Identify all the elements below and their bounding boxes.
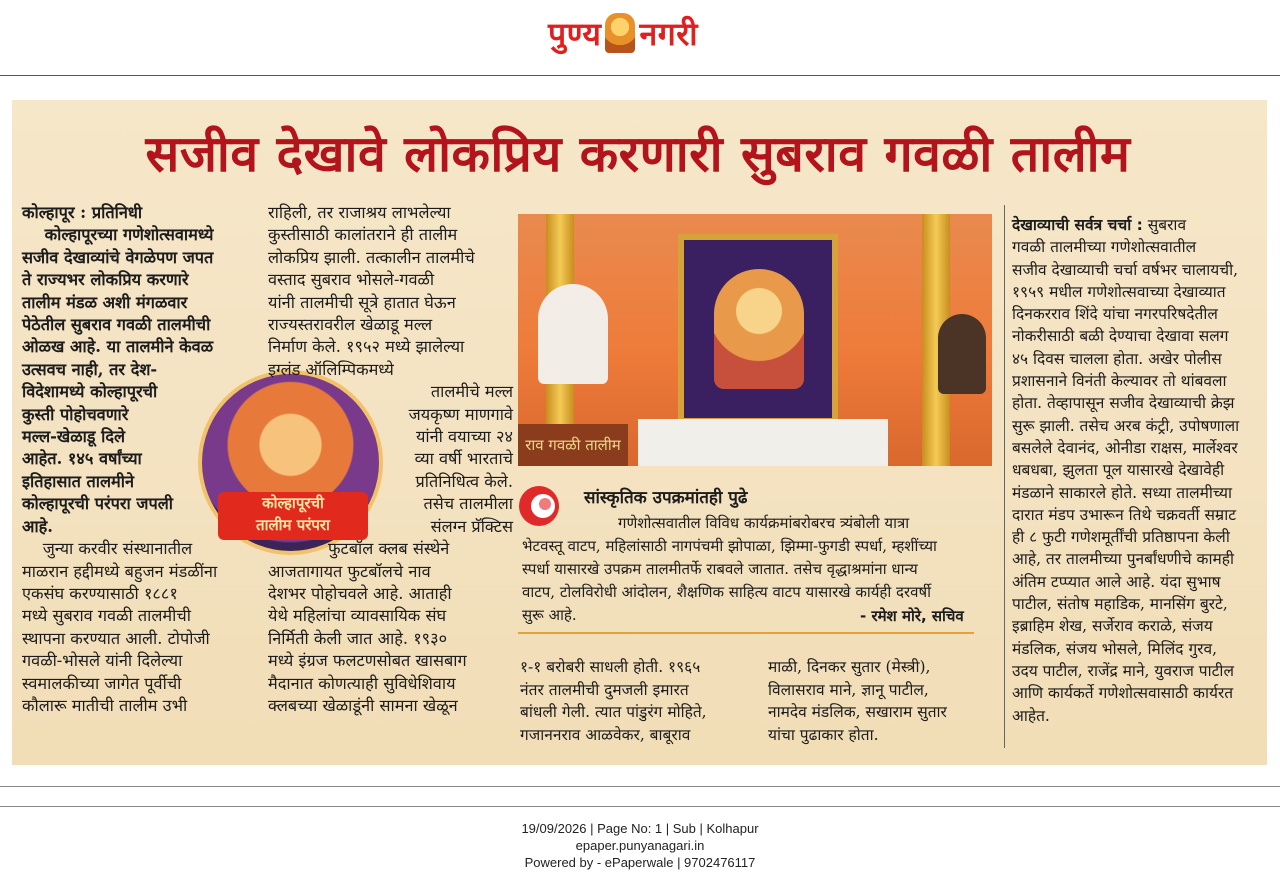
article-line: प्रतिनिधित्व केले. <box>415 471 513 491</box>
article-line: मध्ये इंग्रज फलटणसोबत खासबाग <box>268 651 467 671</box>
article-line: क्लबच्या खेळाडूंनी सामना खेळून <box>268 695 458 715</box>
article-line: १९५९ मधील गणेशोत्सवाच्या देखाव्यात <box>1012 282 1226 301</box>
article-line: माळी, दिनकर सुतार (मेस्त्री), <box>768 658 931 676</box>
article-line: लोकप्रिय झाली. तत्कालीन तालमीचे <box>268 247 475 267</box>
article-column-4 <box>768 656 978 746</box>
masthead <box>0 0 1280 72</box>
article-line: नामदेव मंडलिक, सखाराम सुतार <box>768 703 947 721</box>
article-line: ४५ दिवस चालला होता. अखेर पोलीस <box>1012 349 1222 368</box>
article-line: गवळी-भोसले यांनी दिलेल्या <box>22 651 183 671</box>
article-line: कौलारू मातीची तालीम उभी <box>22 695 188 715</box>
article-line: तसेच तालमीला <box>423 494 513 514</box>
article-line: इब्राहिम शेख, सर्जेराव कराळे, संजय <box>1012 617 1213 636</box>
article-line: सजीव देखाव्याची चर्चा वर्षभर चालायची, <box>1012 260 1239 279</box>
photo-ganesh-idol <box>714 269 804 389</box>
article-line: निर्मिती केली जात आहे. १९३० <box>268 628 448 648</box>
article-line: तालीम मंडळ अशी मंगळवार <box>22 292 188 312</box>
article-line: येथे महिलांचा व्यावसायिक संघ <box>268 606 447 626</box>
article-column-right <box>1012 214 1262 727</box>
article-line: पेठेतील सुबराव गवळी तालमीची <box>22 315 211 335</box>
photo-dark-bust <box>938 314 986 394</box>
logo-right-text: नगरी <box>639 14 699 53</box>
article-column-2 <box>268 202 513 717</box>
subsection-title: सांस्कृतिक उपक्रमांतही पुढे <box>584 488 748 508</box>
photo-white-bust <box>538 284 608 384</box>
logo-left-text: पुण्य <box>548 14 602 53</box>
article-line: गजाननराव आळवेकर, बाबूराव <box>520 725 691 744</box>
article-line: उदय पाटील, राजेंद्र माने, युवराज पाटील <box>1012 661 1234 680</box>
article-line: नंतर तालमीची दुमजली इमारत <box>520 680 689 699</box>
article-line: आहे, तर तालमीच्या पुनर्बांधणीचे कामही <box>1012 550 1234 569</box>
article-line: विलासराव माने, ज्ञानू पाटील, <box>768 680 929 699</box>
article-line: यांनी वयाच्या २४ <box>415 427 513 447</box>
article-line: संलग्न प्रॅक्टिस <box>430 516 513 536</box>
article-line: निर्माण केले. १९५२ मध्ये झालेल्या <box>268 337 465 357</box>
article-line: विदेशामध्ये कोल्हापूरची <box>22 382 158 402</box>
article-line: फुटबॉल क्लब संस्थेने <box>328 539 450 559</box>
article-line: कुस्तीसाठी कालांतराने ही तालीम <box>268 225 458 245</box>
article-line: जयकृष्ण माणगावे <box>408 404 513 424</box>
article-line: आहेत. १४५ वर्षांच्या <box>22 449 142 469</box>
article-line: मंडळाने साकारले होते. सध्या तालमीच्या <box>1012 483 1233 502</box>
subsection-line: स्पर्धा यासारखे उपक्रम तालमीतर्फे राबवले जातात. तसेच वृद्धाश्रमांना धान्य <box>522 560 918 578</box>
article-line: राज्यस्तरावरील खेळाडू मल्ल <box>268 315 433 335</box>
article-column-3 <box>520 656 760 746</box>
article-line: यांनी तालमीची सूत्रे हातात घेऊन <box>268 292 456 312</box>
badge-line-1: कोल्हापूरची <box>262 494 324 512</box>
subsection-line: सुरू आहे. <box>522 606 577 624</box>
article-line: स्थापना करण्यात आली. टोपोजी <box>22 628 210 648</box>
article-line: इग्लंड ऑलिम्पिकमध्ये <box>268 359 394 379</box>
article-line: वस्ताद सुबराव भोसले-गवळी <box>268 270 435 290</box>
article-line: इतिहासात तालमीने <box>22 471 135 491</box>
article-line: माळरान हद्दीमध्ये बहुजन मंडळींना <box>22 561 218 581</box>
article-line: बसलेले देवानंद, ओनीडा राक्षस, मार्लेश्वर <box>1012 438 1238 457</box>
article-line: बांधली गेली. त्यात पांडुरंग मोहिते, <box>520 703 707 721</box>
footer-website[interactable]: epaper.punyanagari.in <box>575 838 705 853</box>
badge-line-2: तालीम परंपरा <box>256 516 330 534</box>
subsection-signature: - रमेश मोरे, सचिव <box>860 607 964 625</box>
article-line: कोल्हापूर : प्रतिनिधी <box>22 203 143 222</box>
article-line: ओळख आहे. या तालमीने केवळ <box>22 337 214 357</box>
article-line: होता. तेव्हापासून सजीव देखाव्याची क्रेझ <box>1012 394 1235 413</box>
article-line: मध्ये सुबराव गवळी तालमीची <box>22 606 191 626</box>
punyanagari-logo[interactable] <box>548 8 698 58</box>
article-line: मैदानात कोणत्याही सुविधेशिवाय <box>268 673 456 693</box>
article-line: गवळी तालमीच्या गणेशोत्सवातील <box>1012 238 1197 257</box>
footer-powered-by: Powered by - ePaperwale | 9702476117 <box>524 855 756 870</box>
article-line: कुस्ती पोहोचवणारे <box>22 404 129 424</box>
page-footer <box>0 820 1280 871</box>
masthead-divider <box>0 75 1280 76</box>
footer-divider-bottom <box>0 806 1280 807</box>
subsection-line: भेटवस्तू वाटप, महिलांसाठी नागपंचमी झोपाळा, झिम्मा-फुगडी स्पर्धा, म्हशींच्या <box>522 537 937 555</box>
article-line: स्वमालकीच्या जागेत पूर्वीची <box>22 673 182 693</box>
article-line: जुन्या करवीर संस्थानातील <box>22 539 193 559</box>
article-line: दिनकरराव शिंदे यांचा नगरपरिषदेतील <box>1012 305 1218 324</box>
right-column-lead-tail: सुबराव <box>1142 216 1187 234</box>
article-line: ते राज्यभर लोकप्रिय करणारे <box>22 270 189 290</box>
article-line: आहेत. <box>1012 706 1050 725</box>
article-line: आजतागायत फुटबॉलचे नाव <box>268 561 431 581</box>
article-line: पाटील, संतोष महाडिक, मानसिंग बुरटे, <box>1012 595 1228 614</box>
right-column-divider <box>1004 205 1005 748</box>
article-line: धबधबा, झुलता पूल यासारखे देखावेही <box>1012 461 1225 480</box>
subsection-divider <box>518 632 974 634</box>
ganesh-idol-photo <box>518 214 992 466</box>
article-line: आणि कार्यकर्ते गणेशोत्सवासाठी कार्यरत <box>1012 684 1234 703</box>
article-line: यांचा पुढाकार होता. <box>768 725 879 744</box>
article-headline: सजीव देखावे लोकप्रिय करणारी सुबराव गवळी तालीम <box>145 125 1131 183</box>
ganesha-emblem-icon <box>605 13 635 53</box>
article-line: मंडलिक, संजय भोसले, मिलिंद गुरव, <box>1012 639 1218 658</box>
article-line: कोल्हापूरची परंपरा जपली <box>22 494 174 514</box>
article-line: नोकरीसाठी बळी देण्याचा देखावा सलग <box>1012 327 1229 346</box>
article-line: प्रशासनाने विनंती केल्यावर तो थांबवला <box>1012 372 1227 391</box>
article-line: १-१ बरोबरी साधली होती. १९६५ <box>520 658 701 676</box>
article-line: उत्सवच नाही, तर देश- <box>22 359 158 379</box>
article-line: आहे. <box>22 516 53 536</box>
article-line: सजीव देखाव्यांचे वेगळेपण जपत <box>22 247 214 267</box>
article-line: तालमीचे मल्ल <box>430 382 513 402</box>
article-line: एकसंघ करण्यासाठी १८८१ <box>22 583 178 603</box>
article-line: ही ८ फुटी गणेशमूर्तींची प्रतिष्ठापना केली <box>1012 528 1230 547</box>
photo-talim-sign: राव गवळी तालीम <box>518 424 628 466</box>
article-line: कोल्हापूरच्या गणेशोत्सवामध्ये <box>22 225 214 245</box>
subsection-line: गणेशोत्सवातील विविध कार्यक्रमांबरोबरच त्र्यंबोली यात्रा <box>618 514 910 532</box>
article-line: व्या वर्षी भारताचे <box>414 449 513 469</box>
article-line: दारात मंडप उभारून तिथे चक्रवर्ती सम्राट <box>1012 505 1237 524</box>
article-line: देशभर पोहोचवले आहे. आताही <box>268 583 452 603</box>
article-line: मल्ल-खेळाडू दिले <box>22 427 126 447</box>
article-line <box>1012 214 1262 236</box>
article-line: सुरू झाली. तसेच अरब कंट्री, उपोषणाला <box>1012 416 1240 435</box>
footer-divider-top <box>0 786 1280 787</box>
article-line: अंतिम टप्प्यात आले आहे. यंदा सुभाष <box>1012 572 1221 591</box>
footer-date-page: 19/09/2026 | Page No: 1 | Sub | Kolhapur <box>521 821 759 836</box>
photo-altar-table <box>638 419 888 466</box>
article-line: राहिली, तर राजाश्रय लाभलेल्या <box>268 203 451 222</box>
subsection-line: वाटप, टोलविरोधी आंदोलन, शैक्षणिक साहित्य वाटप यासारखे कार्यही दरवर्षी <box>522 583 932 601</box>
right-column-lead: देखाव्याची सर्वत्र चर्चा : <box>1012 216 1143 234</box>
